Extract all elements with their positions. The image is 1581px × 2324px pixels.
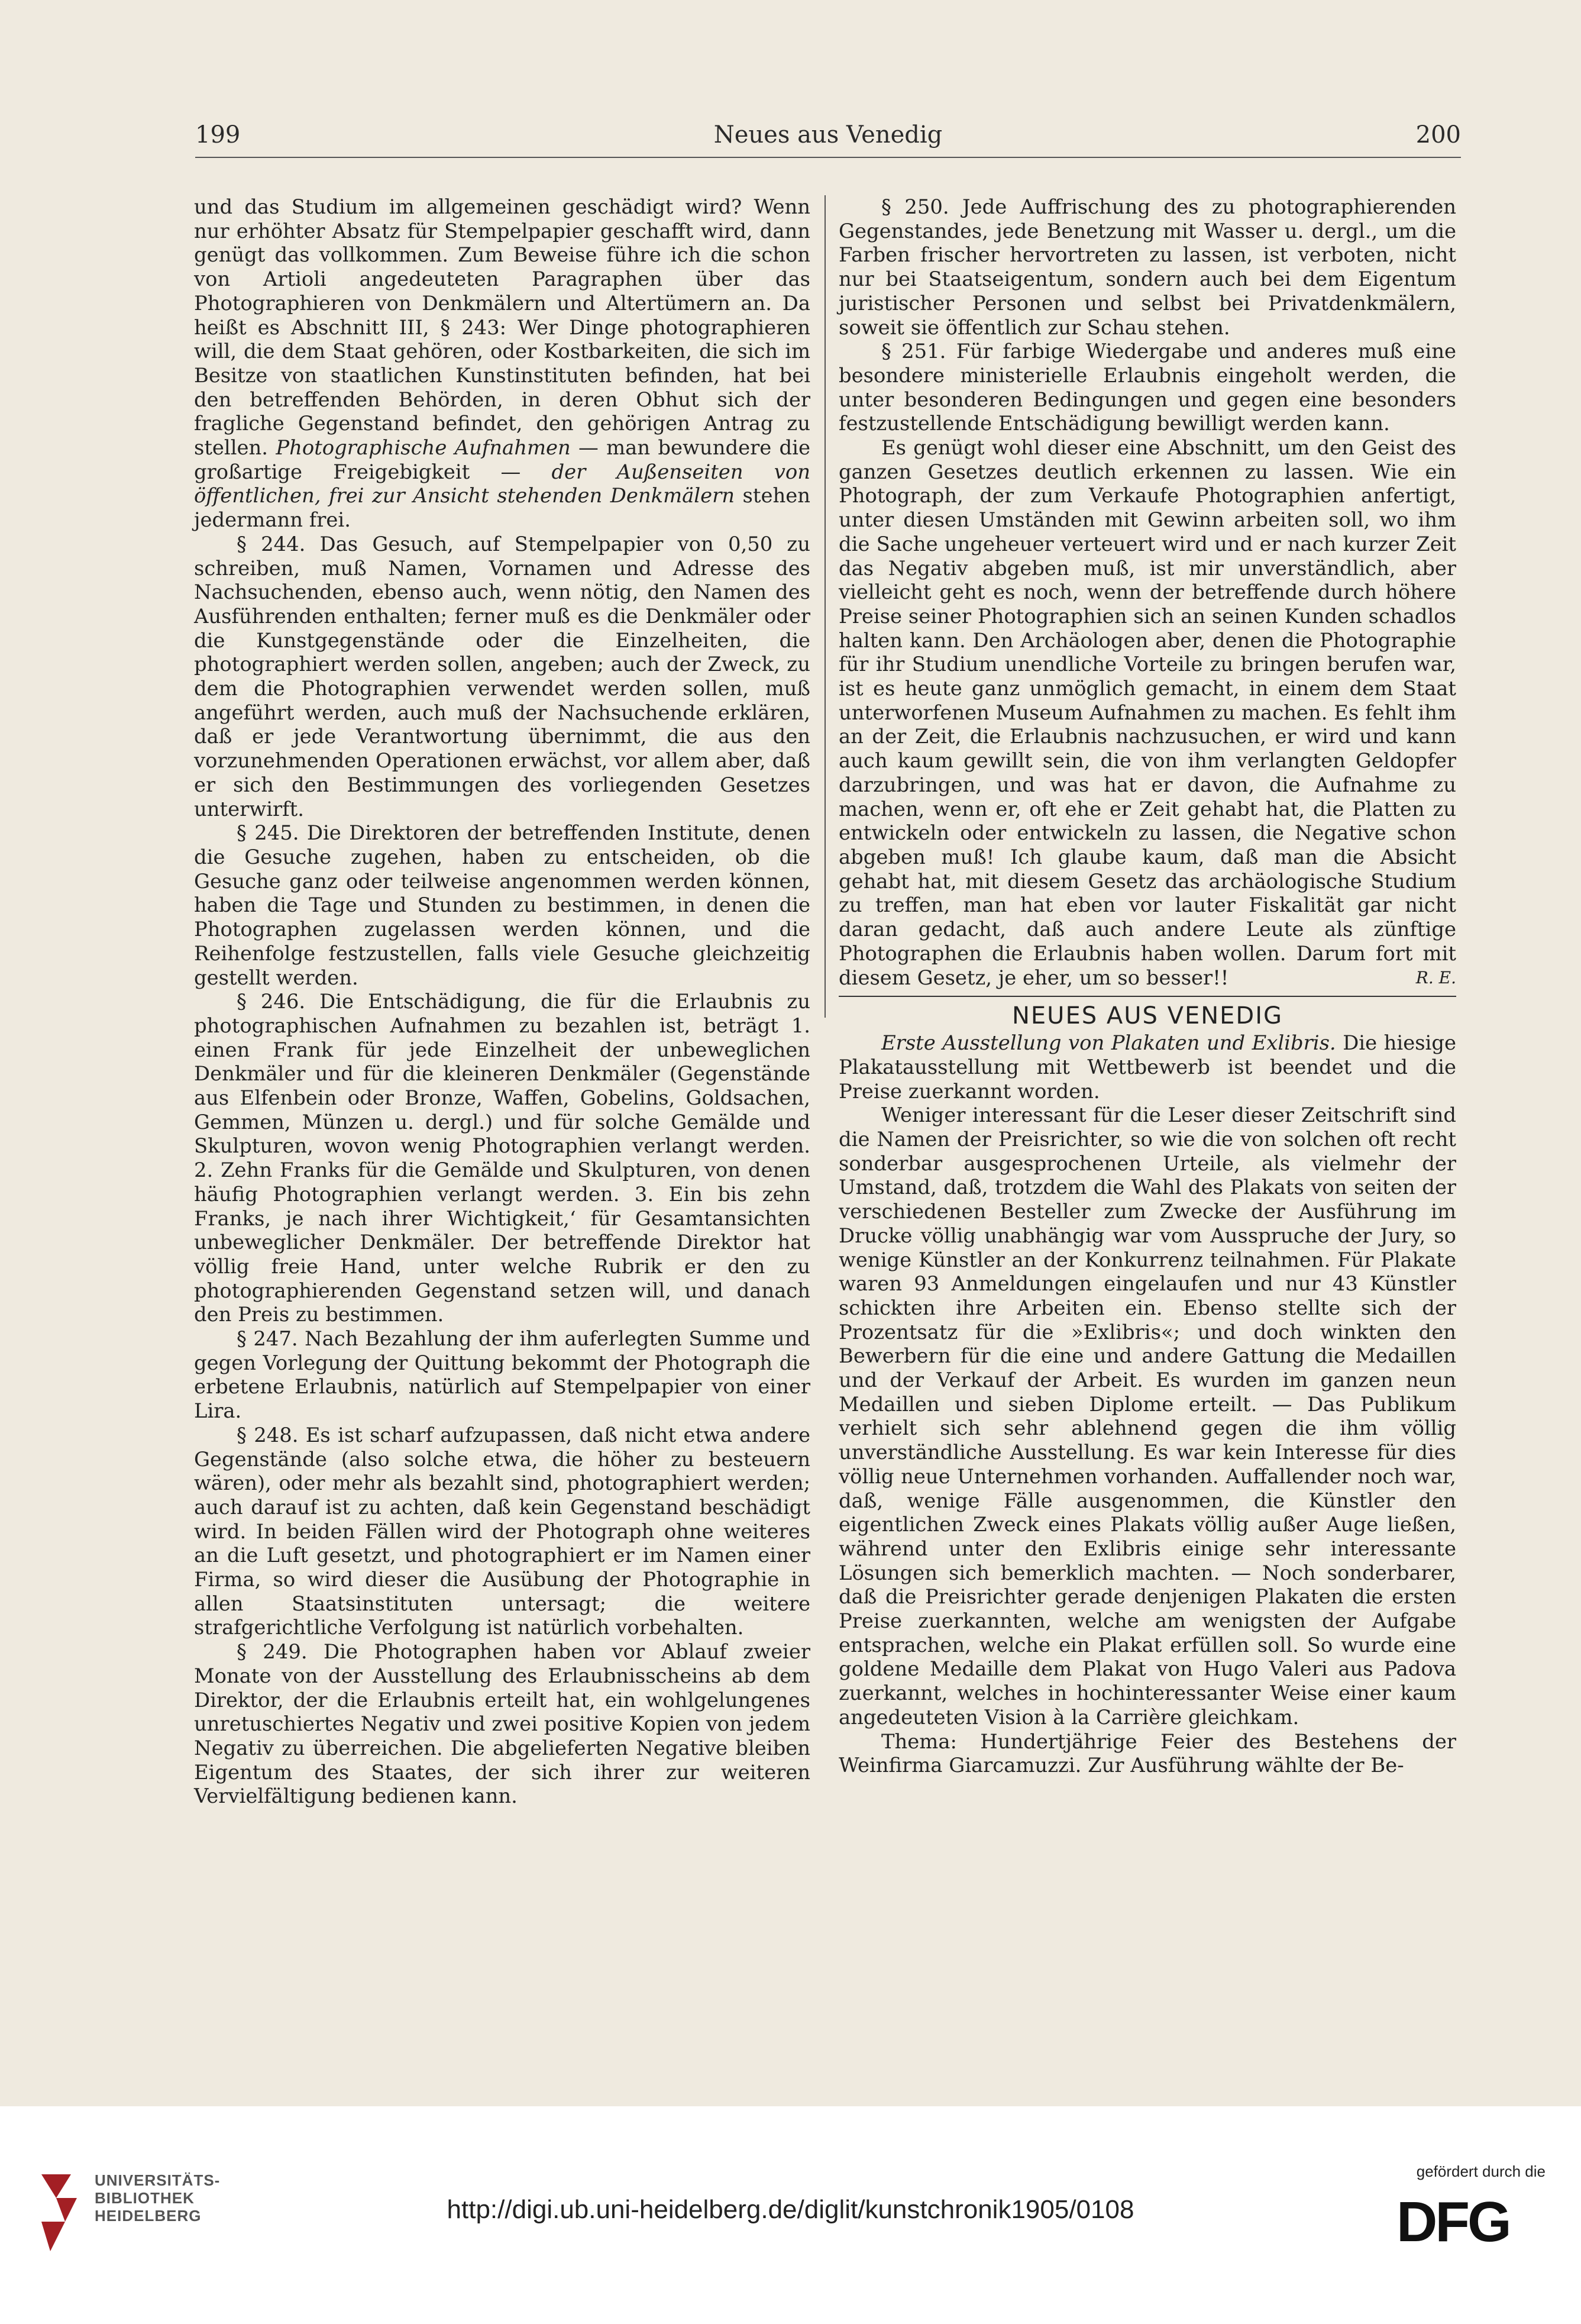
svg-text:DFG: DFG bbox=[1396, 2194, 1509, 2248]
header-rule bbox=[195, 157, 1461, 158]
paragraph-251: § 251. Für farbige Wiedergabe und anderes muß eine besondere ministerielle Erlaubnis eingeholt werden, die unter besonderen Bedingungen und gegen eine besonders festzustellende Entschädigung bewilligt werden kann. bbox=[839, 340, 1456, 435]
paragraph-247: § 247. Nach Bezahlung der ihm auferlegten Summe und gegen Vorlegung der Quittung bekommt der Photograph die erbetene Erlaubnis, natürlich auf Stempelpapier von einer Lira. bbox=[194, 1327, 810, 1423]
paragraph-246: § 246. Die Entschädigung, die für die Erlaubnis zu photographischen Aufnahmen zu bezahlen ist, beträgt 1. einen Frank für jede Einzelheit der unbeweglichen Denkmäler und für die kleineren Denkmäler (Gegenstände aus Elfenbein oder Bronze, Waffen, Gobelins, Goldsachen, Gemmen, Münzen u. dergl.) und für solche Gemälde und Skulpturen, wovon wenig Photographien verlangt werden. 2. Zehn Franks für die Gemälde und Skulpturen, von denen häufig Photographien verlangt werden. 3. Ein bis zehn Franks, je nach ihrer Wichtigkeit,‘ für Gesamtansichten unbeweglicher Denkmäler. Der betreffende Direktor hat völlig freie Hand, unter welche Rubrik er den zu photographierenden Gegenstand setzen will, und danach den Preis zu bestimmen. bbox=[194, 990, 810, 1326]
paragraph-248: § 248. Es ist scharf aufzupassen, daß nicht etwa andere Gegenstände (also solche etwa, die höher zu besteuern wären), oder mehr als bezahlt sind, photographiert werden; auch darauf ist zu achten, daß kein Gegenstand beschädigt wird. In beiden Fällen wird der Photograph ohne weiteres an die Luft gesetzt, und photographiert er im Namen einer Firma, so wird dieser die Ausübung der Photographie in allen Staatsinstituten untersagt; die weitere strafgerichtliche Verfolgung ist natürlich vorbehalten. bbox=[194, 1423, 810, 1639]
running-title: Neues aus Venedig bbox=[713, 121, 943, 149]
paragraph: und das Studium im allgemeinen geschädigt wird? Wenn nur erhöhter Absatz für Stempelpapier geschafft wird, dann genügt das vollkommen. Zum Beweise führe ich die schon von Artioli angedeuteten Paragraphen über das Photographieren von Denkmälern und Altertümern an. Da heißt es Abschnitt III, § 243: Wer Dinge photographieren will, die dem Staat gehören, oder Kostbarkeiten, die sich im Besitze von staatlichen Kunstinstituten befinden, hat bei den betreffenden Behörden, in deren Obhut sich der fragliche Gegenstand befindet, den gehörigen Antrag zu stellen. Photographische Aufnahmen — man bewundere die großartige Freigebigkeit — der Außenseiten von öffentlichen, frei zur Ansicht stehenden Denkmälern stehen jedermann frei. bbox=[194, 195, 810, 532]
section-title: NEUES AUS VENEDIG bbox=[1011, 1002, 1283, 1030]
library-name: UNIVERSITÄTS- BIBLIOTHEK HEIDELBERG bbox=[95, 2171, 221, 2225]
paragraph-thema: Thema: Hundertjährige Feier des Bestehens der Weinfirma Giarcamuzzi. Zur Ausführung wählte der Be- bbox=[839, 1729, 1456, 1777]
dfg-logo-icon bbox=[1396, 2194, 1546, 2248]
paragraph-249: § 249. Die Photographen haben vor Ablauf zweier Monate von der Ausstellung des Erlaubnisscheins ab dem Direktor, der die Erlaubnis erteilt hat, ein wohlgelungenes unretuschiertes Negativ und zwei positive Kopien von jedem Negativ zu überreichen. Die abgelieferten Negative bleiben Eigentum des Staates, der sich ihrer zur weiteren Vervielfältigung bedienen kann. bbox=[194, 1640, 810, 1808]
page-number-right: 200 bbox=[1415, 121, 1461, 149]
paragraph-exhibition: Erste Ausstellung von Plakaten und Exlibris. Die hiesige Plakatausstellung mit Wettbewerb ist beendet und die Preise zuerkannt worden. bbox=[839, 1031, 1456, 1103]
digitization-footer bbox=[0, 2106, 1581, 2324]
paragraph-commentary: Es genügt wohl dieser eine Abschnitt, um den Geist des ganzen Gesetzes deutlich erkennen zu lassen. Wie ein Photograph, der zum Verkaufe Photographien anfertigt, unter diesen Umständen mit Gewinn arbeiten soll, wo ihm die Sache ungeheuer verteuert wird und er nach kurzer Zeit das Negativ abgeben muß, ist mir unverständlich, aber vielleicht geht es noch, wenn der betreffende durch höhere Preise seiner Photographien sich an seinen Kunden schadlos halten kann. Den Archäologen aber, denen die Photographie für ihr Studium unendliche Vorteile zu bringen berufen war, ist es heute ganz unmöglich gemacht, in einem dem Staat unterworfenen Museum Aufnahmen zu machen. Es fehlt ihm an der Zeit, die Erlaubnis nachzusuchen, er wird und kann auch kaum gewillt sein, die von ihm verlangten Geldopfer darzubringen, und was hat er davon, die Aufnahme zu machen, wenn er, oft ehe er Zeit gehabt hat, die Platten zu entwickeln oder entwickeln zu lassen, die Negative schon abgeben muß! Ich glaube kaum, daß man die Absicht gehabt hat, mit diesem Gesetz das archäologische Studium zu treffen, man hat eben vor lauter Fiskalität gar nicht daran gedacht, daß auch andere Leute als zünftige Photographen die Erlaubnis haben wollen. Darum fort mit diesem Gesetz, je eher, um so besser!! R. E. bbox=[839, 436, 1456, 989]
permalink-url[interactable]: http://digi.ub.uni-heidelberg.de/diglit/kunstchronik1905/0108 bbox=[447, 2195, 1134, 2224]
section-rule bbox=[839, 996, 1456, 997]
paragraph-250: § 250. Jede Auffrischung des zu photographierenden Gegenstandes, jede Benetzung mit Wasser u. dergl., um die Farben frischer hervortreten zu lassen, ist verboten, nicht nur bei Staatseigentum, sondern auch bei dem Eigentum juristischer Personen und selbst bei Privatdenkmälern, soweit sie öffentlich zur Schau stehen. bbox=[839, 195, 1456, 339]
paragraph-jury: Weniger interessant für die Leser dieser Zeitschrift sind die Namen der Preisrichter, so wie die von solchen oft recht sonderbar ausgesprochenen Urteile, als vielmehr der Umstand, daß, trotzdem die Wahl des Plakats von seiten der verschiedenen Besteller zum Zwecke der Ausführung im Drucke völlig unabhängig war vom Ausspruche der Jury, so wenige Künstler an der Konkurrenz teilnahmen. Für Plakate waren 93 Anmeldungen eingelaufen und nur 43 Künstler schickten ihre Arbeiten ein. Ebenso stellte sich der Prozentsatz für die »Exlibris«; und doch winkten den Bewerbern für die eine und andere Gattung die Medaillen und der Verkauf der Arbeit. Es wurden im ganzen neun Medaillen und sieben Diplome erteilt. — Das Publikum verhielt sich sehr ablehnend gegen die ihm völlig unverständliche Ausstellung. Es war kein Interesse für dies völlig neue Unternehmen vorhanden. Auffallender noch war, daß, wenige Fälle ausgenommen, die Künstler den eigentlichen Zweck eines Plakats völlig außer Auge ließen, während unter den Exlibris einige sehr interessante Lösungen sich bemerklich machten. — Noch sonderbarer, daß die Preisrichter gerade denjenigen Plakaten die ersten Preise zuerkannten, welche am wenigsten der Aufgabe entsprachen, welche ein Plakat erfüllen soll. So wurde eine goldene Medaille dem Plakat von Hugo Valeri aus Padova zuerkannt, welches in hochinteressanter Weise einer kaum angedeuteten Vision à la Carrière gleichkam. bbox=[839, 1103, 1456, 1729]
sponsor-label: gefördert durch die bbox=[1416, 2162, 1546, 2180]
paragraph-245: § 245. Die Direktoren der betreffenden Institute, denen die Gesuche zugehen, haben zu entscheiden, ob die Gesuche ganz oder teilweise angenommen werden können, haben die Tage und Stunden zu bestimmen, in denen die Photographen zugelassen werden können, und die Reihenfolge festzustellen, falls viele Gesuche gleichzeitig gestellt werden. bbox=[194, 821, 810, 989]
column-divider bbox=[825, 195, 826, 1018]
page-number-left: 199 bbox=[195, 121, 241, 149]
right-column bbox=[839, 195, 1456, 1778]
paragraph-244: § 244. Das Gesuch, auf Stempelpapier von 0,50 zu schreiben, muß Namen, Vornamen und Adresse des Nachsuchenden, ebenso auch, wenn nötig, den Namen des Ausführenden enthalten; ferner muß es die Denkmäler oder die Kunstgegenstände oder die Einzelheiten, die photographiert werden sollen, angeben; auch der Zweck, zu dem die Photographien verwendet werden sollen, muß angeführt werden, auch muß der Nachsuchende erklären, daß er jede Verantwortung übernimmt, die aus den vorzunehmenden Operationen erwächst, vor allem aber, daß er sich den Bestimmungen des vorliegenden Gesetzes unterwirft. bbox=[194, 532, 810, 821]
left-column bbox=[194, 195, 810, 1809]
sponsor-block bbox=[1396, 2162, 1546, 2251]
page-header bbox=[195, 121, 1461, 157]
author-signature: R. E. bbox=[1415, 967, 1456, 987]
